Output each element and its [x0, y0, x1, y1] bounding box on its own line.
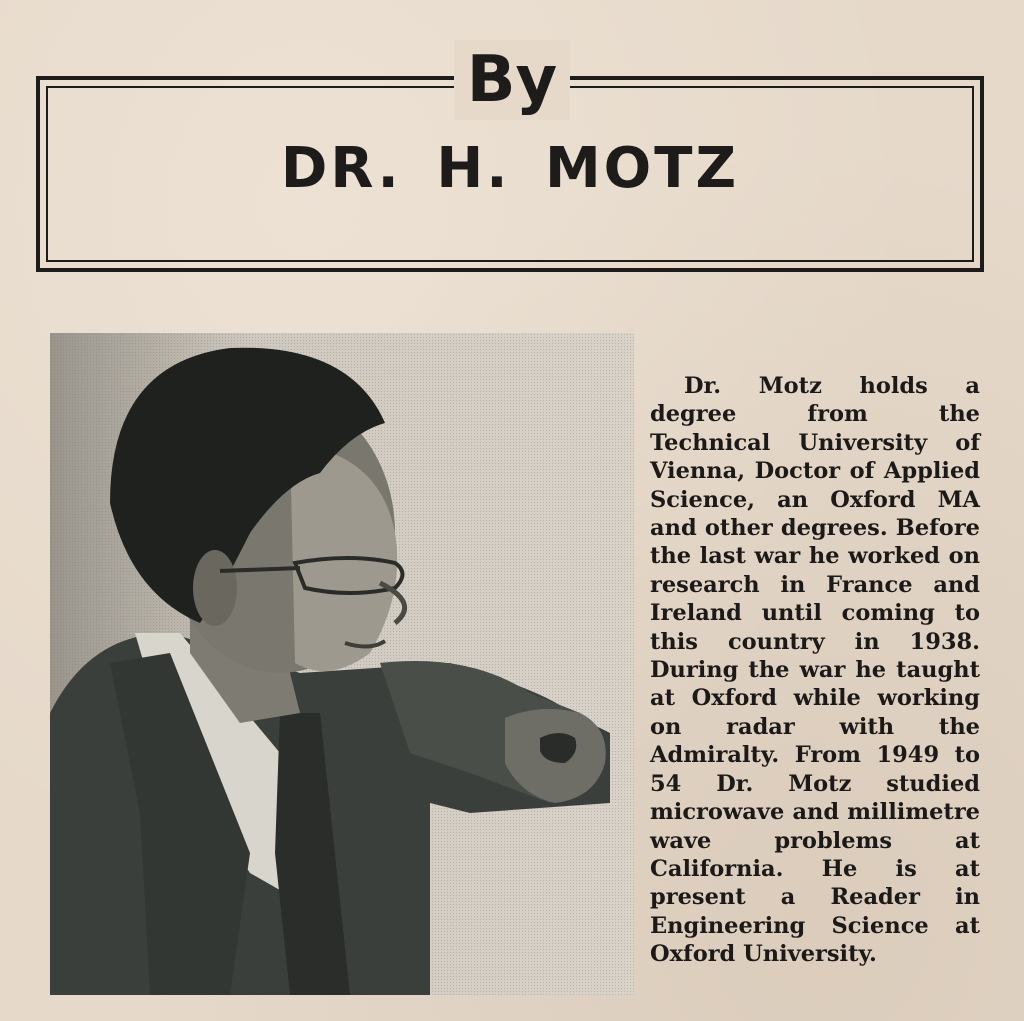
author-photo [50, 333, 634, 995]
author-bio: Dr. Motz holds a degree from the Technical University of Vienna, Doctor of Applied Science, an Oxford MA and other degrees. Before the last war he worked on research in France and Ireland until coming to this country in 1938. During the war he taught at Oxford while working on radar with the Admiralty. From 1949 to 54 Dr. Motz studied microwave and millimetre wave problems at California. He is at present a Reader in Engineering Science at Oxford University. [650, 373, 980, 968]
author-name: DR. H. MOTZ [280, 136, 740, 201]
by-label: By [454, 40, 570, 120]
portrait-image [50, 333, 634, 995]
